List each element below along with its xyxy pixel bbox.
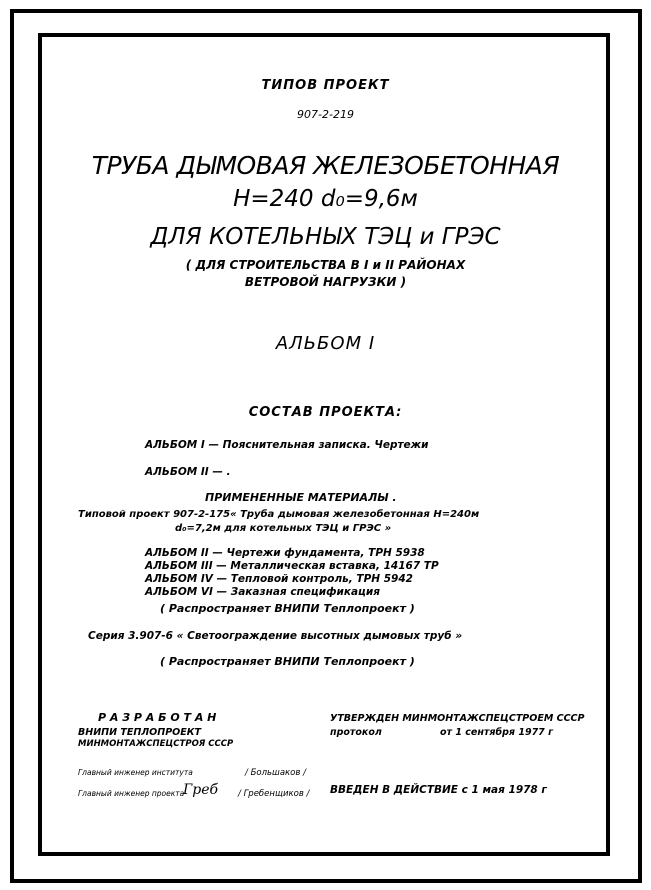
applied-item: АЛЬБОМ III — Металлическая вставка, 14167 ТР <box>145 560 439 572</box>
title-line-3: ДЛЯ КОТЕЛЬНЫХ ТЭЦ и ГРЭС <box>150 224 501 250</box>
signature-name-1: / Большаков / <box>245 768 306 778</box>
title-line-1: ТРУБА ДЫМОВАЯ ЖЕЛЕЗОБЕТОННАЯ <box>91 151 560 180</box>
applied-heading: ПРИМЕНЕННЫЕ МАТЕРИАЛЫ . <box>205 491 397 504</box>
developer-heading: Р А З Р А Б О Т А Н <box>98 711 217 724</box>
developer-org-2: МИНМОНТАЖСПЕЦСТРОЯ СССР <box>78 739 234 749</box>
composition-heading: СОСТАВ ПРОЕКТА: <box>248 405 403 420</box>
applied-reference-line-2: d₀=7,2м для котельных ТЭЦ и ГРЭС » <box>175 523 392 534</box>
applied-item: АЛЬБОМ IV — Тепловой контроль, ТРН 5942 <box>145 573 413 585</box>
title-line-2: H=240 d₀=9,6м <box>233 186 418 212</box>
album-label: АЛЬБОМ I <box>275 333 376 354</box>
signature-role-2: Главный инженер проекта <box>78 789 185 798</box>
composition-item: АЛЬБОМ I — Пояснительная записка. Чертежи <box>145 439 429 451</box>
project-series: ТИПОВ ПРОЕКТ <box>261 78 390 93</box>
approval-line: УТВЕРЖДЕН МИНМОНТАЖСПЕЦСТРОЕМ СССР <box>330 713 585 724</box>
distribution-note-1: ( Распространяет ВНИПИ Теплопроект ) <box>160 602 415 615</box>
title-line-5: ВЕТРОВОЙ НАГРУЗКИ ) <box>244 275 407 289</box>
applied-item: АЛЬБОМ VI — Заказная спецификация <box>145 586 380 598</box>
approval-protocol: протокол <box>330 727 382 738</box>
effective-date: ВВЕДЕН В ДЕЙСТВИЕ с 1 мая 1978 г <box>330 784 547 796</box>
applied-item: АЛЬБОМ II — Чертежи фундамента, ТРН 5938 <box>145 547 425 559</box>
project-number: 907-2-219 <box>297 108 354 121</box>
signature-name-2: / Гребенщиков / <box>238 789 310 799</box>
signature-role-1: Главный инженер института <box>78 768 193 777</box>
applied-reference-line-1: Типовой проект 907-2-175« Труба дымовая железобетонная H=240м <box>78 509 480 520</box>
title-line-4: ( ДЛЯ СТРОИТЕЛЬСТВА В I и II РАЙОНАХ <box>185 258 466 272</box>
distribution-note-2: ( Распространяет ВНИПИ Теплопроект ) <box>160 655 415 668</box>
signature-handwritten: Греб <box>183 782 219 798</box>
developer-org-1: ВНИПИ ТЕПЛОПРОЕКТ <box>78 727 201 738</box>
composition-item: АЛЬБОМ II — . <box>145 466 231 478</box>
series-reference: Серия 3.907-6 « Светоограждение высотных дымовых труб » <box>88 630 463 642</box>
approval-date: от 1 сентября 1977 г <box>440 727 554 738</box>
